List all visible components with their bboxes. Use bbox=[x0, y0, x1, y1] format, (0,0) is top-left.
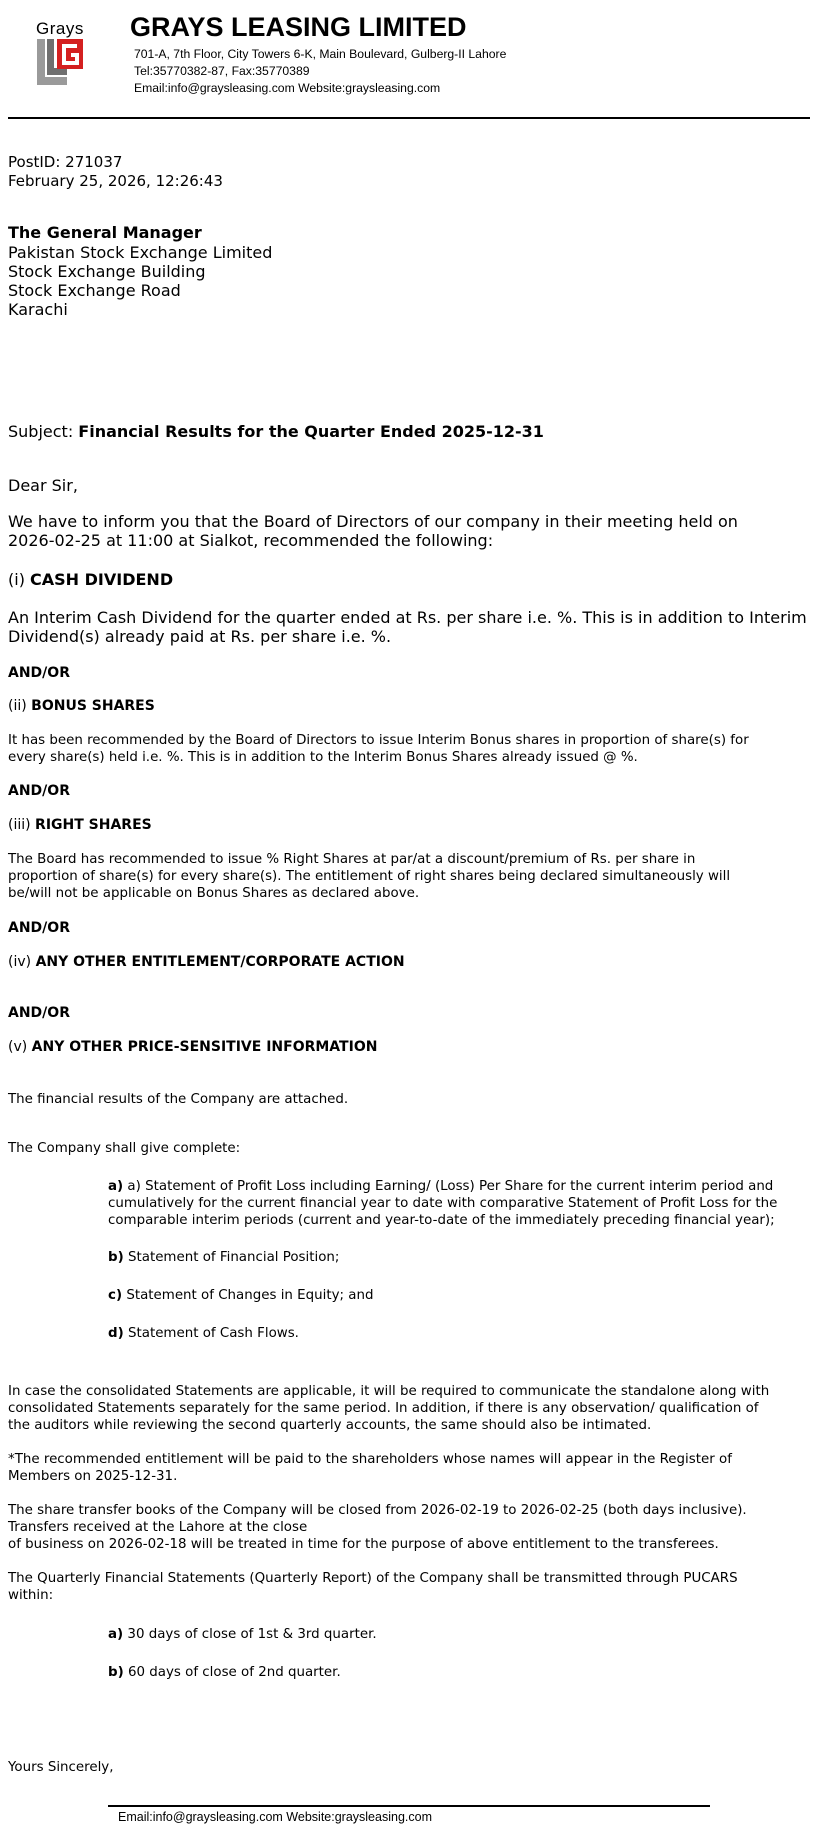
statement-item-b: b) Statement of Financial Position; bbox=[108, 1250, 340, 1265]
intro-text: 2026-02-25 at 11:00 at Sialkot, recommended the following: bbox=[8, 531, 494, 550]
company-name: GRAYS LEASING LIMITED bbox=[130, 12, 467, 42]
header-divider bbox=[8, 117, 810, 119]
cash-dividend-text: Dividend(s) already paid at Rs. per share i.e. %. bbox=[8, 627, 392, 646]
quarterly-report-text: The Quarterly Financial Statements (Quarterly Report) of the Company shall be transmitted through PUCARS bbox=[8, 1571, 738, 1586]
quarterly-item-b: b) 60 days of close of 2nd quarter. bbox=[108, 1665, 341, 1680]
and-or-separator: AND/OR bbox=[8, 920, 70, 936]
company-phone-fax: Tel:35770382-87, Fax:35770389 bbox=[134, 64, 310, 78]
transfer-books-text: Transfers received at the Lahore at the close bbox=[8, 1520, 308, 1535]
subject-line bbox=[8, 422, 544, 441]
footer-email-website: Email:info@graysleasing.com Website:graysleasing.com bbox=[118, 1810, 432, 1824]
subject-label: Subject: bbox=[8, 422, 74, 441]
company-email-website: Email:info@graysleasing.com Website:graysleasing.com bbox=[134, 81, 441, 95]
transfer-books-text: of business on 2026-02-18 will be treated in time for the purpose of above entitlement to the transferees. bbox=[8, 1537, 719, 1552]
post-id: PostID: 271037 bbox=[8, 153, 123, 171]
cash-dividend-heading: (i) CASH DIVIDEND bbox=[8, 570, 174, 589]
and-or-separator: AND/OR bbox=[8, 1005, 70, 1021]
subject-text: Financial Results for the Quarter Ended 2025-12-31 bbox=[78, 422, 544, 441]
company-address: 701-A, 7th Floor, City Towers 6-K, Main Boulevard, Gulberg-II Lahore bbox=[134, 47, 507, 61]
right-shares-heading: (iii) RIGHT SHARES bbox=[8, 817, 152, 833]
closing-text: Yours Sincerely, bbox=[8, 1760, 114, 1775]
cash-dividend-text: An Interim Cash Dividend for the quarter ended at Rs. per share i.e. %. This is in addition to Interim bbox=[8, 608, 807, 627]
statement-item-a-cont: cumulatively for the current financial year to date with comparative Statement of Profit Loss for the bbox=[108, 1196, 778, 1211]
statement-item-d: d) Statement of Cash Flows. bbox=[108, 1326, 299, 1341]
company-logo-icon bbox=[35, 37, 87, 93]
recipient-line: Stock Exchange Building bbox=[8, 262, 206, 281]
recipient-title: The General Manager bbox=[8, 223, 202, 242]
post-datetime: February 25, 2026, 12:26:43 bbox=[8, 172, 223, 190]
price-sensitive-heading: (v) ANY OTHER PRICE-SENSITIVE INFORMATION bbox=[8, 1039, 378, 1055]
recipient-line: Karachi bbox=[8, 300, 68, 319]
bonus-shares-heading: (ii) BONUS SHARES bbox=[8, 698, 155, 714]
bonus-shares-text: It has been recommended by the Board of Directors to issue Interim Bonus shares in proportion of share(s) for bbox=[8, 733, 749, 748]
intro-text: We have to inform you that the Board of Directors of our company in their meeting held on bbox=[8, 512, 738, 531]
and-or-separator: AND/OR bbox=[8, 783, 70, 799]
quarterly-item-a: a) 30 days of close of 1st & 3rd quarter. bbox=[108, 1627, 377, 1642]
consolidated-text: In case the consolidated Statements are applicable, it will be required to communicate the standalone along with bbox=[8, 1384, 770, 1399]
bonus-shares-text: every share(s) held i.e. %. This is in addition to the Interim Bonus Shares already issued @ %. bbox=[8, 750, 638, 765]
footer-divider bbox=[108, 1805, 710, 1807]
results-attached-text: The financial results of the Company are attached. bbox=[8, 1092, 349, 1107]
transfer-books-text: The share transfer books of the Company will be closed from 2026-02-19 to 2026-02-25 (both days inclusive). bbox=[8, 1503, 747, 1518]
right-shares-text: proportion of share(s) for every share(s). The entitlement of right shares being declared simultaneously will bbox=[8, 869, 731, 884]
consolidated-text: consolidated Statements separately for the same period. In addition, if there is any observation/ qualification of bbox=[8, 1401, 759, 1416]
other-entitlement-heading: (iv) ANY OTHER ENTITLEMENT/CORPORATE ACTION bbox=[8, 954, 405, 970]
entitlement-note: Members on 2025-12-31. bbox=[8, 1469, 178, 1484]
salutation: Dear Sir, bbox=[8, 476, 78, 495]
quarterly-report-text: within: bbox=[8, 1588, 54, 1603]
consolidated-text: the auditors while reviewing the second quarterly accounts, the same should also be intimated. bbox=[8, 1418, 652, 1433]
entitlement-note: *The recommended entitlement will be paid to the shareholders whose names will appear in the Register of bbox=[8, 1452, 732, 1467]
statement-item-a: a) a) Statement of Profit Loss including Earning/ (Loss) Per Share for the current interim period and bbox=[108, 1179, 774, 1194]
right-shares-text: The Board has recommended to issue % Right Shares at par/at a discount/premium of Rs. per share in bbox=[8, 852, 696, 867]
recipient-line: Pakistan Stock Exchange Limited bbox=[8, 243, 273, 262]
right-shares-text: be/will not be applicable on Bonus Shares as declared above. bbox=[8, 886, 420, 901]
complete-intro-text: The Company shall give complete: bbox=[8, 1141, 241, 1156]
statement-item-a-cont: comparable interim periods (current and year-to-date of the immediately preceding financial year); bbox=[108, 1213, 775, 1228]
and-or-separator: AND/OR bbox=[8, 665, 70, 681]
statement-item-c: c) Statement of Changes in Equity; and bbox=[108, 1288, 374, 1303]
company-logo-wordmark: Grays bbox=[36, 19, 84, 38]
recipient-line: Stock Exchange Road bbox=[8, 281, 181, 300]
